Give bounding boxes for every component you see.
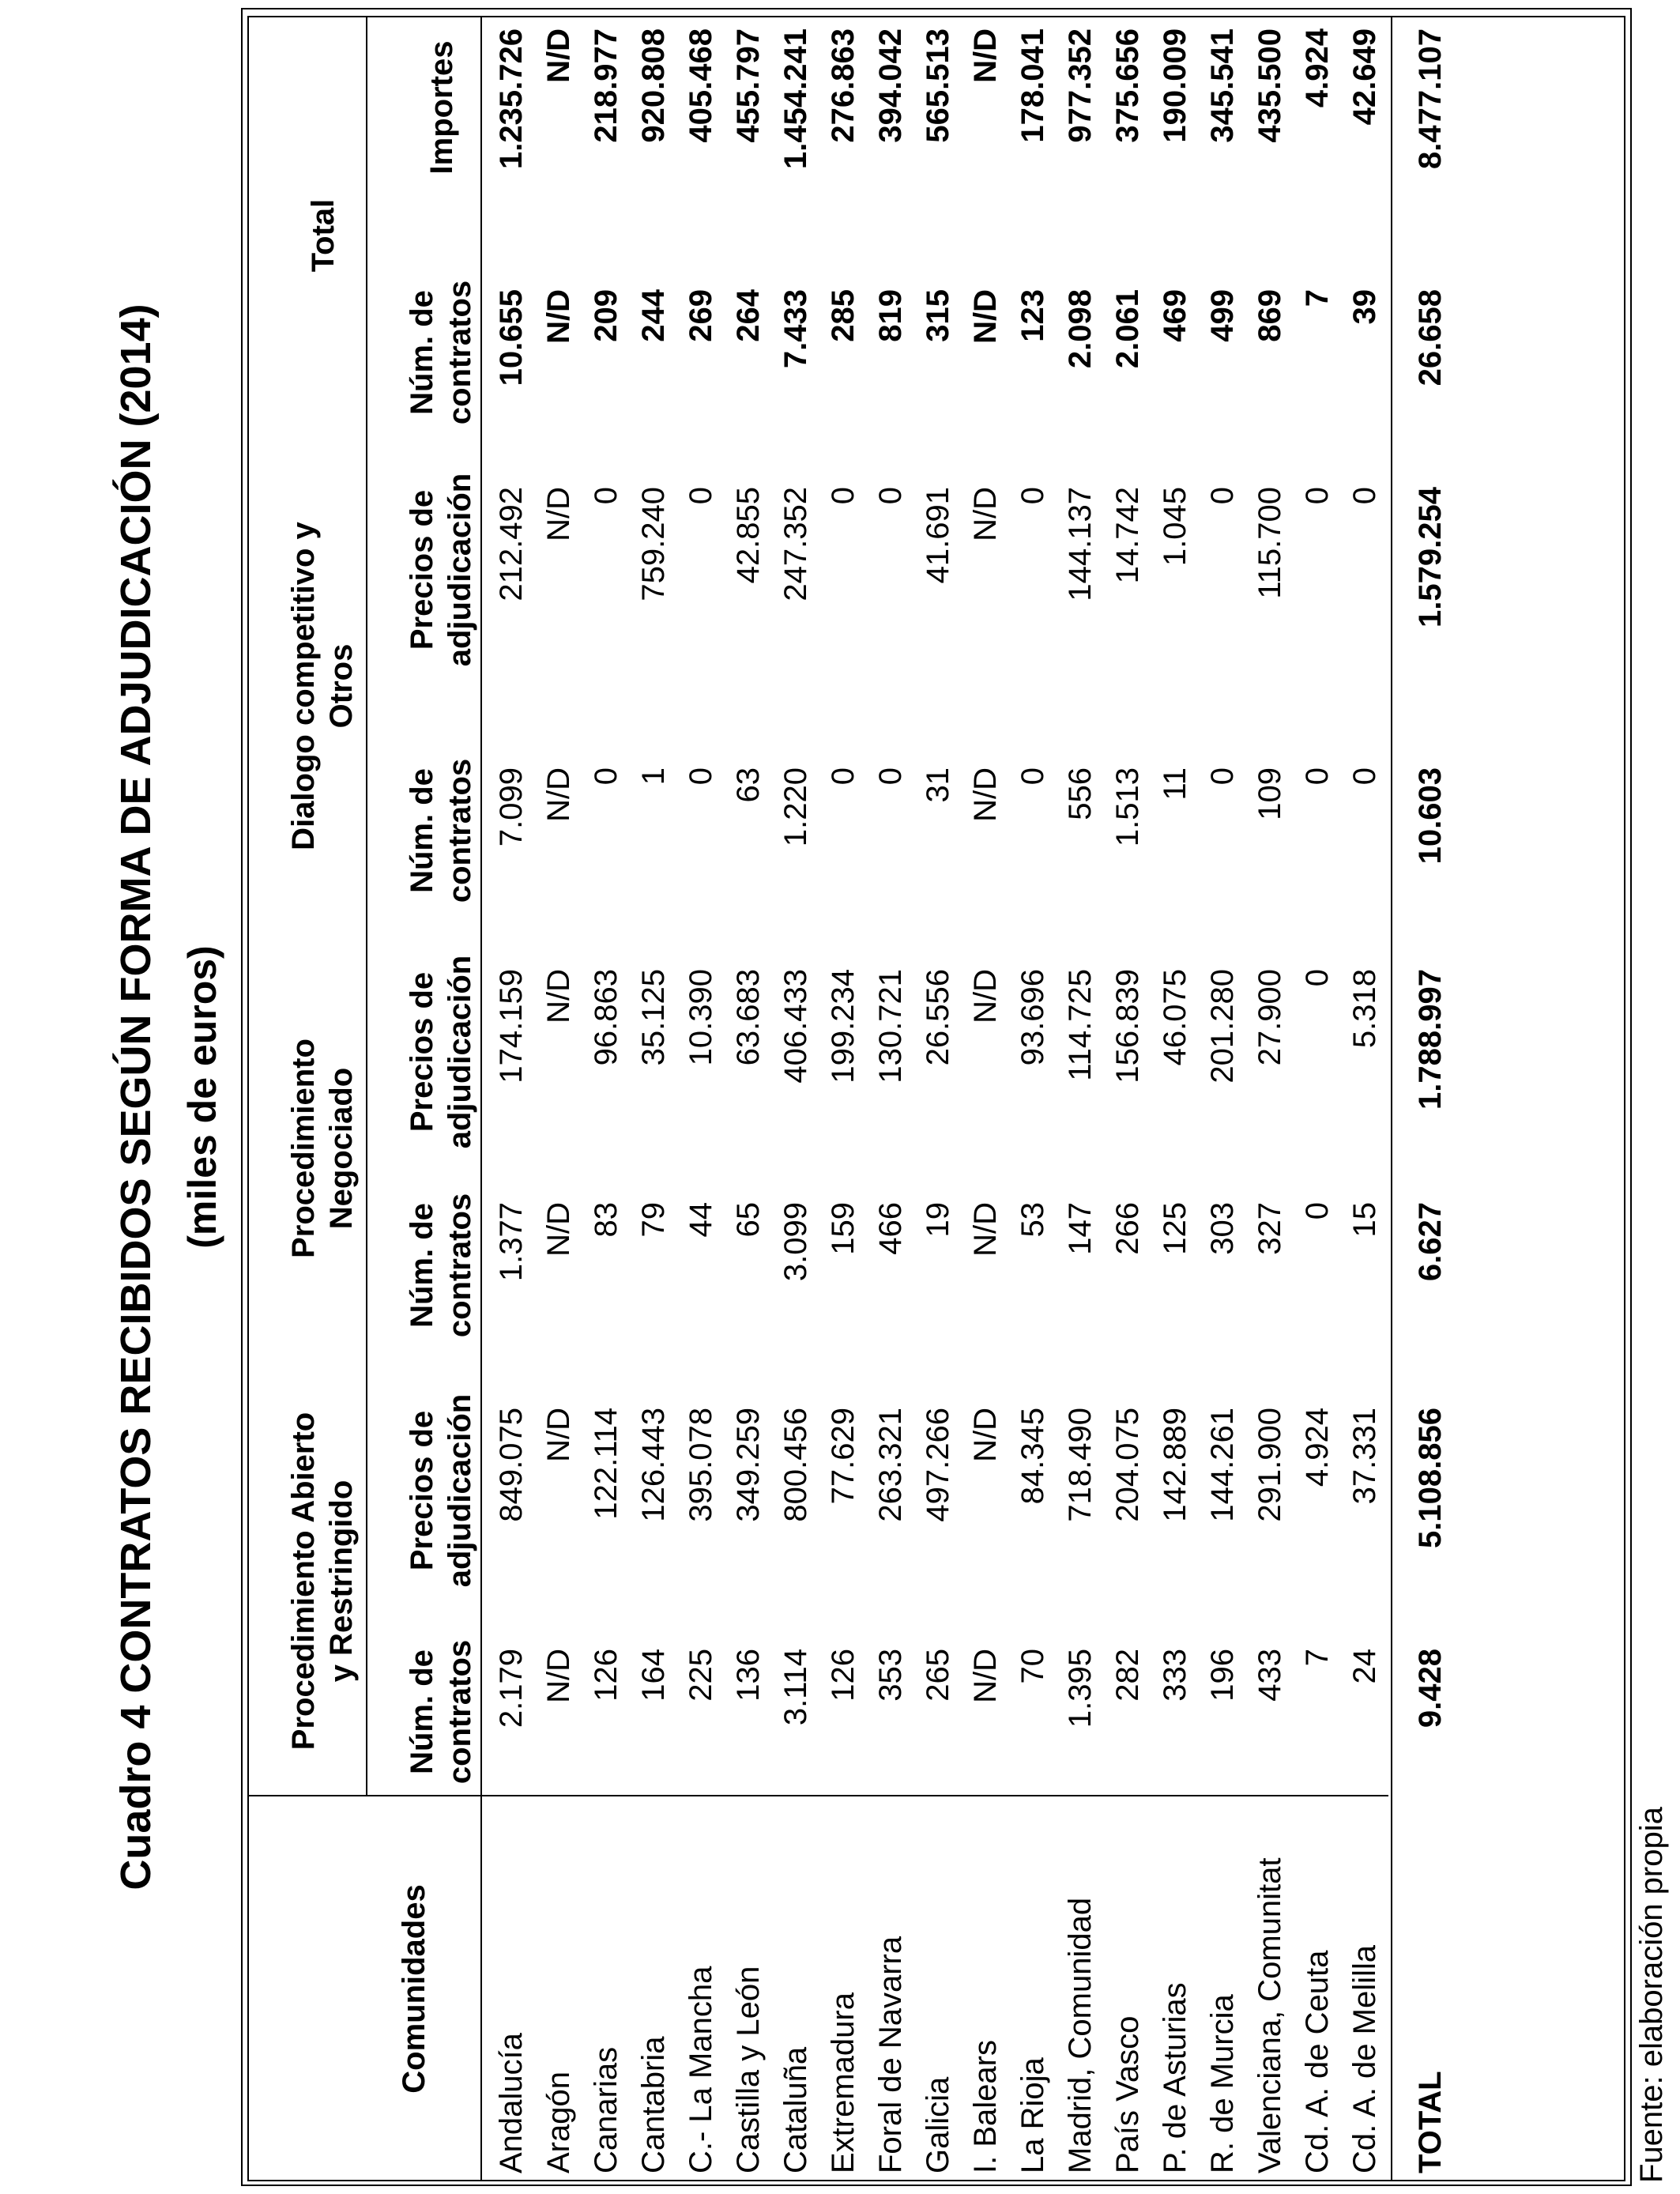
header-group-dialogo [284, 441, 360, 931]
row-cell: 0 [1300, 487, 1335, 505]
row-cell: 159 [826, 1202, 861, 1255]
table-subtitle: (miles de euros) [180, 945, 224, 1249]
row-cell: 5.318 [1347, 969, 1382, 1049]
row-cell: 869 [1252, 289, 1287, 342]
row-cell: 759.240 [636, 487, 671, 601]
row-cell: 265 [921, 1649, 955, 1702]
row-cell: 126 [589, 1649, 623, 1702]
row-cell: 353 [873, 1649, 908, 1702]
row-cell: 2.179 [494, 1649, 529, 1728]
row-cell: 77.629 [826, 1408, 861, 1505]
row-cell: N/D [541, 1649, 576, 1703]
row-cell: 63 [731, 767, 766, 803]
row-cell: 565.513 [921, 28, 955, 143]
row-cell: 31 [921, 767, 955, 803]
row-cell: 84.345 [1015, 1408, 1050, 1505]
row-cell: 44 [684, 1202, 718, 1238]
row-cell: 1.395 [1063, 1649, 1098, 1728]
row-cell: 315 [921, 289, 955, 342]
row-cell: 14.742 [1110, 487, 1145, 584]
row-cell: 819 [873, 289, 908, 342]
row-label: Extremadura [826, 1992, 861, 2173]
row-cell: 4.924 [1300, 28, 1335, 108]
row-cell: 123 [1015, 289, 1050, 342]
header-bottom-rule [480, 16, 482, 2181]
row-cell: 395.078 [684, 1408, 718, 1522]
row-cell: 435.500 [1252, 28, 1287, 143]
total-label: TOTAL [1413, 2071, 1448, 2173]
row-label: Foral de Navarra [873, 1936, 908, 2173]
row-cell: 455.797 [731, 28, 766, 143]
subheader-precio-1-line1: Precios de [405, 1410, 439, 1571]
row-label: Valenciana, Comunitat [1252, 1857, 1287, 2173]
row-cell: 0 [1015, 767, 1050, 786]
row-cell: 27.900 [1252, 969, 1287, 1066]
row-cell: 276.863 [826, 28, 861, 143]
row-cell: 0 [1300, 767, 1335, 786]
subheader-num-3-line1: Núm. de [405, 768, 439, 893]
row-cell: 291.900 [1252, 1408, 1287, 1522]
total-cell: 1.788.997 [1413, 969, 1448, 1110]
row-cell: 244 [636, 289, 671, 342]
row-label: Aragón [541, 2071, 576, 2173]
row-cell: N/D [541, 28, 576, 83]
total-cell: 8.477.107 [1413, 28, 1448, 169]
row-cell: 11 [1158, 767, 1192, 801]
row-cell: 2.061 [1110, 289, 1145, 369]
row-cell: 201.280 [1205, 969, 1240, 1084]
row-cell: 42.649 [1347, 28, 1382, 126]
row-cell: 977.352 [1063, 28, 1098, 143]
row-cell: 218.977 [589, 28, 623, 143]
row-cell: 0 [1300, 969, 1335, 987]
subheader-num-4 [403, 273, 479, 432]
row-cell: 65 [731, 1202, 766, 1238]
row-cell: 156.839 [1110, 969, 1145, 1084]
total-cell: 5.108.856 [1413, 1408, 1448, 1548]
row-cell: 125 [1158, 1202, 1192, 1255]
row-cell: 394.042 [873, 28, 908, 143]
row-label: C.- La Mancha [684, 1966, 718, 2173]
row-cell: N/D [968, 969, 1003, 1023]
row-cell: 7.099 [494, 767, 529, 847]
row-cell: 209 [589, 289, 623, 342]
row-cell: 0 [873, 767, 908, 786]
subheader-precio-2-line1: Precios de [405, 971, 439, 1133]
row-cell: 142.889 [1158, 1408, 1192, 1522]
row-cell: 1.235.726 [494, 28, 529, 169]
row-cell: 0 [826, 487, 861, 505]
row-cell: 39 [1347, 289, 1382, 325]
row-cell: 303 [1205, 1202, 1240, 1255]
row-cell: 190.009 [1158, 28, 1192, 143]
row-label: Andalucía [494, 2033, 529, 2173]
row-label: La Rioja [1015, 2057, 1050, 2173]
row-cell: N/D [968, 1408, 1003, 1462]
row-cell: N/D [541, 1202, 576, 1257]
row-cell: 285 [826, 289, 861, 342]
row-cell: 263.321 [873, 1408, 908, 1522]
row-cell: 0 [589, 487, 623, 505]
row-cell: 1.377 [494, 1202, 529, 1282]
subheader-precio-1 [403, 1392, 479, 1589]
header-group-total: Total [306, 198, 341, 273]
row-cell: 0 [1300, 1202, 1335, 1220]
row-cell: 196 [1205, 1649, 1240, 1702]
row-cell: 264 [731, 289, 766, 342]
row-cell: 144.137 [1063, 487, 1098, 601]
row-cell: 93.696 [1015, 969, 1050, 1066]
row-cell: 375.656 [1110, 28, 1145, 143]
row-cell: 24 [1347, 1649, 1382, 1684]
row-cell: 920.808 [636, 28, 671, 143]
row-cell: 4.924 [1300, 1408, 1335, 1487]
subheader-precio-3-line2: adjudicación [443, 473, 477, 667]
row-cell: 79 [636, 1202, 671, 1238]
row-cell: 225 [684, 1649, 718, 1702]
subheader-num-2-line1: Núm. de [405, 1203, 439, 1328]
row-cell: 0 [873, 487, 908, 505]
row-cell: 7 [1300, 1649, 1335, 1667]
row-cell: N/D [541, 487, 576, 541]
row-cell: 164 [636, 1649, 671, 1702]
row-label: Madrid, Comunidad [1063, 1897, 1098, 2173]
subheader-num-3-line2: contratos [443, 758, 477, 903]
total-cell: 9.428 [1413, 1649, 1448, 1728]
table-title: Cuadro 4 CONTRATOS RECIBIDOS SEGÚN FORMA DE ADJUDICACIÓN (2014) [112, 303, 160, 1891]
row-label: Galicia [921, 2076, 955, 2173]
row-cell: 469 [1158, 289, 1192, 342]
row-cell: 1.220 [778, 767, 813, 847]
header-group-negociado [284, 931, 360, 1366]
row-label: Castilla y León [731, 1966, 766, 2173]
row-cell: 0 [1347, 767, 1382, 786]
subheader-num-1-line1: Núm. de [405, 1649, 439, 1774]
row-cell: 269 [684, 289, 718, 342]
row-label: Cantabria [636, 2036, 671, 2173]
subheader-num-2 [403, 1186, 479, 1344]
row-cell: 178.041 [1015, 28, 1050, 143]
row-cell: 266 [1110, 1202, 1145, 1255]
total-cell: 10.603 [1413, 767, 1448, 865]
subheader-precio-3 [403, 471, 479, 669]
row-cell: 83 [589, 1202, 623, 1238]
row-cell: 1.454.241 [778, 28, 813, 169]
row-cell: 147 [1063, 1202, 1098, 1255]
row-cell: 53 [1015, 1202, 1050, 1238]
row-cell: 0 [1015, 487, 1050, 505]
header-group-negociado-line2: Negociado [324, 1067, 359, 1230]
row-cell: 433 [1252, 1649, 1287, 1702]
subheader-num-4-line2: contratos [443, 280, 477, 425]
row-cell: N/D [968, 767, 1003, 822]
row-cell: N/D [968, 487, 1003, 541]
row-cell: 247.352 [778, 487, 813, 601]
row-label: País Vasco [1110, 2015, 1145, 2173]
row-cell: 0 [826, 767, 861, 786]
row-cell: 406.433 [778, 969, 813, 1084]
row-cell: 144.261 [1205, 1408, 1240, 1522]
header-group-abierto-line1: Procedimiento Abierto [286, 1412, 321, 1751]
row-cell: 1.045 [1158, 487, 1192, 567]
total-top-rule [1391, 16, 1392, 2181]
row-cell: 349.259 [731, 1408, 766, 1522]
header-comunidades: Comunidades [397, 1884, 431, 2094]
row-cell: 42.855 [731, 487, 766, 584]
row-cell: N/D [968, 1202, 1003, 1257]
row-cell: 26.556 [921, 969, 955, 1066]
header-subrule [366, 16, 367, 1796]
row-cell: 130.721 [873, 969, 908, 1084]
row-cell: 1 [636, 767, 671, 786]
header-group-abierto [284, 1366, 360, 1796]
row-cell: 849.075 [494, 1408, 529, 1522]
subheader-num-1-line2: contratos [443, 1639, 477, 1785]
subheader-num-1 [403, 1633, 479, 1791]
row-cell: 0 [1347, 487, 1382, 505]
subheader-num-3 [403, 752, 479, 910]
total-cell: 26.658 [1413, 289, 1448, 386]
row-cell: N/D [541, 767, 576, 822]
row-cell: 282 [1110, 1649, 1145, 1702]
row-cell: 126.443 [636, 1408, 671, 1522]
header-group-dialogo-line2: Otros [324, 643, 359, 729]
row-cell: 212.492 [494, 487, 529, 601]
row-cell: 199.234 [826, 969, 861, 1084]
row-cell: 0 [684, 767, 718, 786]
subheader-precio-2-line2: adjudicación [443, 955, 477, 1149]
total-cell: 6.627 [1413, 1202, 1448, 1282]
row-cell: 0 [684, 487, 718, 505]
source-note: Fuente: elaboración propia [1634, 1807, 1669, 2183]
row-cell: 466 [873, 1202, 908, 1255]
row-cell: 0 [589, 767, 623, 786]
row-cell: 497.266 [921, 1408, 955, 1522]
row-cell: 7.433 [778, 289, 813, 369]
subheader-importes: Importes [424, 40, 459, 175]
row-cell: 345.541 [1205, 28, 1240, 143]
row-cell: 10.655 [494, 289, 529, 386]
row-label: Cataluña [778, 2046, 813, 2173]
row-cell: N/D [968, 28, 1003, 83]
row-cell: 7 [1300, 289, 1335, 307]
header-group-abierto-line2: y Restringido [324, 1480, 359, 1683]
row-cell: N/D [541, 969, 576, 1023]
row-cell: 109 [1252, 767, 1287, 820]
header-group-negociado-line1: Procedimiento [286, 1039, 321, 1258]
row-cell: 3.099 [778, 1202, 813, 1282]
row-cell: N/D [968, 289, 1003, 344]
row-cell: 204.075 [1110, 1408, 1145, 1522]
row-label: I. Balears [968, 2040, 1003, 2173]
header-group-dialogo-line1: Dialogo competitivo y [286, 522, 321, 850]
row-cell: 41.691 [921, 487, 955, 584]
row-cell: 556 [1063, 767, 1098, 820]
row-cell: 2.098 [1063, 289, 1098, 369]
row-cell: 499 [1205, 289, 1240, 342]
row-cell: N/D [541, 289, 576, 344]
row-cell: 405.468 [684, 28, 718, 143]
row-cell: 46.075 [1158, 969, 1192, 1066]
subheader-num-4-line1: Núm. de [405, 290, 439, 415]
row-label: Cd. A. de Melilla [1347, 1944, 1382, 2173]
subheader-precio-1-line2: adjudicación [443, 1393, 477, 1588]
row-label: Canarias [589, 2046, 623, 2173]
row-cell: 19 [921, 1202, 955, 1238]
row-cell: 70 [1015, 1649, 1050, 1684]
row-cell: 96.863 [589, 969, 623, 1066]
row-cell: 115.700 [1252, 487, 1287, 599]
row-cell: 37.331 [1347, 1408, 1382, 1505]
row-cell: 35.125 [636, 969, 671, 1066]
row-cell: 327 [1252, 1202, 1287, 1255]
row-cell: 0 [1205, 487, 1240, 505]
row-cell: N/D [968, 1649, 1003, 1703]
row-cell: 136 [731, 1649, 766, 1702]
row-cell: 10.390 [684, 969, 718, 1066]
row-cell: 126 [826, 1649, 861, 1702]
row-cell: 3.114 [778, 1649, 813, 1726]
row-cell: 63.683 [731, 969, 766, 1066]
subheader-precio-2 [403, 953, 479, 1151]
row-cell: 1.513 [1110, 767, 1145, 847]
row-cell: N/D [541, 1408, 576, 1462]
row-cell: 0 [1205, 767, 1240, 786]
row-cell: 800.456 [778, 1408, 813, 1522]
row-cell: 174.159 [494, 969, 529, 1084]
row-cell: 122.114 [589, 1408, 623, 1520]
row-label: R. de Murcia [1205, 1994, 1240, 2173]
subheader-precio-3-line1: Precios de [405, 489, 439, 650]
row-label: P. de Asturias [1158, 1982, 1192, 2173]
total-cell: 1.579.254 [1413, 487, 1448, 628]
row-cell: 114.725 [1063, 969, 1098, 1081]
row-cell: 718.490 [1063, 1408, 1098, 1522]
row-cell: 333 [1158, 1649, 1192, 1702]
row-cell: 15 [1347, 1202, 1382, 1238]
row-label: Cd. A. de Ceuta [1300, 1950, 1335, 2173]
subheader-num-2-line2: contratos [443, 1193, 477, 1338]
